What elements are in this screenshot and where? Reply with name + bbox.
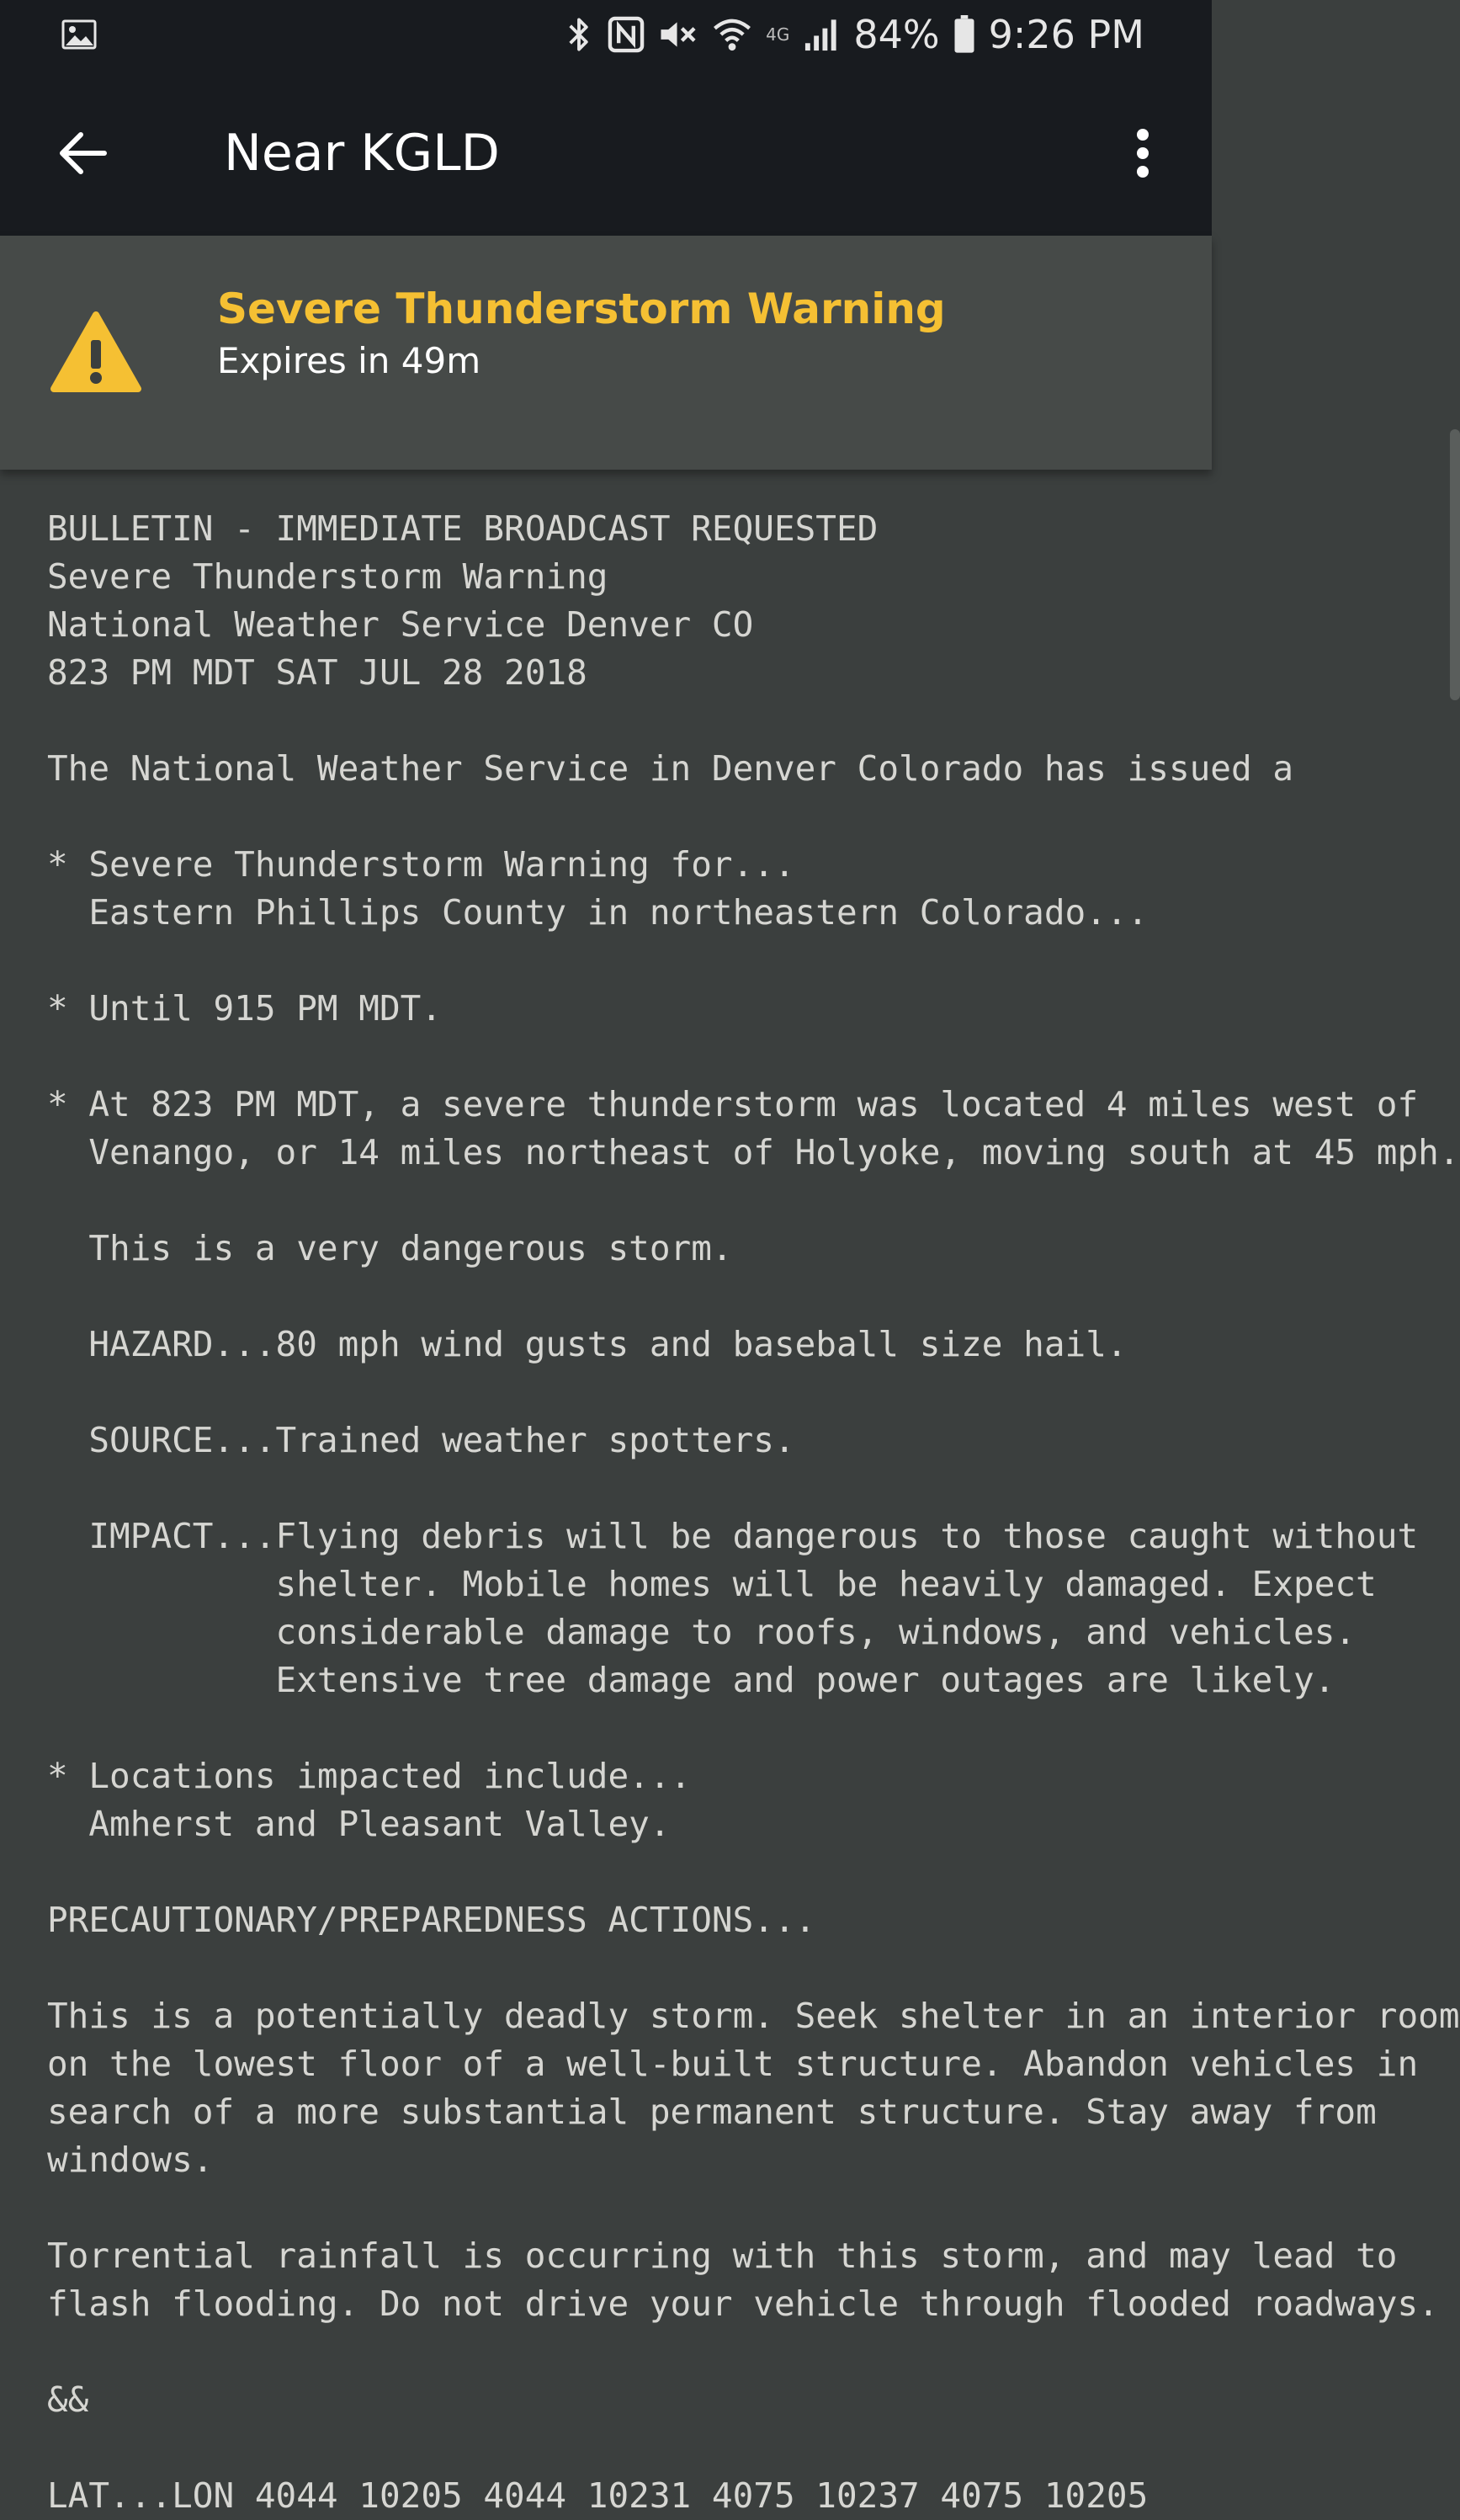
bluetooth-icon bbox=[564, 16, 594, 53]
battery-percent: 84% bbox=[853, 12, 940, 57]
clock-time: 9:26 PM bbox=[988, 12, 1144, 57]
mute-icon bbox=[658, 16, 698, 53]
signal-icon bbox=[803, 16, 840, 53]
wifi-icon bbox=[712, 16, 752, 53]
bulletin-text: BULLETIN - IMMEDIATE BROADCAST REQUESTED Severe Thunderstorm Warning National Weather Service Denver CO 823 PM MDT SAT JUL 28 2018 The National Weather Service in Denver Colorado has issued a * Severe Thunderstorm Warning for... Eastern Phillips County in northeastern Colorado... * Until 915 PM MDT. * At 823 PM MDT, a severe thunderstorm was located 4 miles west of Venango, or 14 miles northeast of Holyoke, moving south at 45 mph. This is a very dangerous storm. HAZARD...80 mph wind gusts and baseball size hail. SOURCE...Trained weather spotters. IMPACT...Flying debris will be dangerous to those caught without shelter. Mobile homes will be heavily damaged. Expect considerable damage to roofs, windows, and vehicles. Extensive tree damage and power outages are likely. * Locations impacted include... Amherst and Pleasant Valley. PRECAUTIONARY/PREPAREDNESS ACTIONS... This is a potentially deadly storm. Seek shelter in an interior room on the lowest floor of a well-built structure. Abandon vehicles in search of a more substantial permanent structure. Stay away from windows. Torrential rainfall is occurring with this storm, and may lead to flash flooding. Do not drive your vehicle through flooded roadways. && LAT...LON 4044 10205 4044 10231 4075 10237 4075 10205 bbox=[47, 508, 1460, 2516]
overflow-menu-button[interactable] bbox=[1107, 118, 1178, 189]
more-vert-icon bbox=[1134, 128, 1151, 178]
battery-icon bbox=[953, 15, 975, 54]
network-type: 4G bbox=[766, 24, 790, 45]
arrow-left-icon bbox=[57, 131, 108, 175]
image-icon bbox=[62, 20, 96, 49]
alert-banner bbox=[0, 236, 1212, 470]
status-icons bbox=[564, 7, 1144, 62]
alert-title: Severe Thunderstorm Warning bbox=[217, 284, 946, 333]
back-button[interactable] bbox=[42, 118, 123, 189]
page-title: Near KGLD bbox=[224, 124, 500, 183]
alert-expiry: Expires in 49m bbox=[217, 340, 481, 381]
app-bar bbox=[0, 69, 1212, 236]
warning-icon bbox=[49, 310, 143, 394]
status-bar bbox=[0, 0, 1212, 69]
scrollbar[interactable] bbox=[1450, 429, 1460, 700]
nfc-icon bbox=[608, 16, 645, 53]
